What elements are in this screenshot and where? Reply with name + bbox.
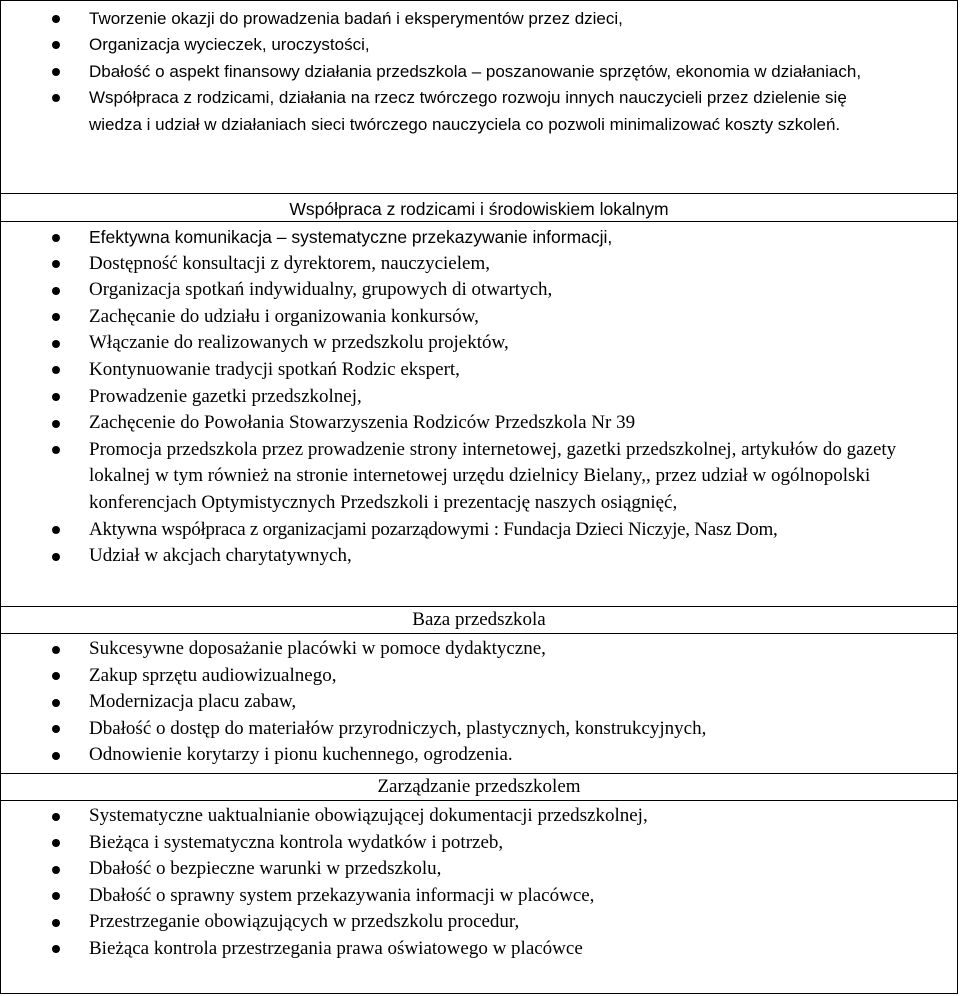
list-item-text: Organizacja wycieczek, uroczystości, — [89, 35, 370, 55]
bullet-icon — [52, 393, 60, 401]
bullet-icon — [52, 699, 60, 707]
cell-divider — [0, 800, 958, 801]
bullet-icon — [52, 287, 60, 295]
bullet-icon — [52, 68, 60, 76]
list-item — [0, 716, 958, 743]
bullet-icon — [52, 945, 60, 953]
bullet-icon — [52, 646, 60, 654]
bullet-icon — [52, 866, 60, 874]
list-item-text: Systematyczne uaktualnianie obowiązującej dokumentacji przedszkolnej, — [89, 805, 648, 826]
bullet-icon — [52, 892, 60, 900]
list-item-text: Bieżąca kontrola przestrzegania prawa oświatowego w placówce — [89, 937, 583, 959]
list-item — [0, 384, 958, 411]
list-item-text: Bieżąca i systematyczna kontrola wydatków i potrzeb, — [89, 831, 504, 853]
bullet-icon — [52, 340, 60, 348]
list-item — [0, 32, 958, 58]
list-item — [0, 663, 958, 690]
list-item — [0, 689, 958, 716]
bullet-icon — [52, 813, 60, 821]
cell-divider — [0, 221, 958, 222]
bullet-icon — [52, 94, 60, 102]
bullet-icon — [52, 725, 60, 733]
bullet-icon — [52, 553, 60, 561]
list-item-text: Dostępność konsultacji z dyrektorem, nauczycielem, — [89, 252, 490, 274]
list-item — [0, 330, 958, 357]
list-item-text: Dbałość o sprawny system przekazywania informacji w placówce, — [89, 884, 595, 906]
list-item-text: Sukcesywne doposażanie placówki w pomoce dydaktyczne, — [89, 638, 546, 659]
section-management — [0, 803, 958, 963]
list-item-text: Dbałość o aspekt finansowy działania przedszkola – poszanowanie sprzętów, ekonomia w działaniach, — [89, 61, 862, 81]
list-item-text: Współpraca z rodzicami, działania na rzecz twórczego rozwoju innych nauczycieli przez dzielenie się wiedza i udział w działaniach sieci twórczego nauczyciela co pozwoli minimalizować koszty szkoleń. — [89, 88, 847, 134]
bullet-icon — [52, 839, 60, 847]
list-item-text: Dbałość o dostęp do materiałów przyrodniczych, plastycznych, konstrukcyjnych, — [89, 717, 707, 739]
bullet-icon — [52, 526, 60, 534]
list-item-text: Dbałość o bezpieczne warunki w przedszkolu, — [89, 858, 442, 880]
list-item-text: Odnowienie korytarzy i pionu kuchennego, ogrodzenia. — [89, 744, 513, 766]
section-base — [0, 636, 958, 769]
list-item — [0, 277, 958, 304]
list-item — [0, 856, 958, 883]
list-item — [0, 830, 958, 857]
list-item — [0, 410, 958, 437]
list-item — [0, 803, 958, 830]
list-item — [0, 883, 958, 910]
cell-divider — [0, 606, 958, 607]
list-item — [0, 59, 958, 85]
list-item-text: Przestrzeganie obowiązujących w przedszkolu procedur, — [89, 911, 520, 933]
section-community — [0, 224, 958, 570]
bullet-icon — [52, 260, 60, 268]
list-item — [0, 357, 958, 384]
list-item — [0, 6, 958, 32]
bullet-icon — [52, 41, 60, 49]
list-item-text: Kontynuowanie tradycji spotkań Rodzic ekspert, — [89, 358, 460, 380]
list-item — [0, 437, 958, 517]
cell-divider — [0, 193, 958, 194]
list-item-text: Udział w akcjach charytatywnych, — [89, 545, 352, 567]
bullet-icon — [52, 366, 60, 374]
section-intro — [0, 6, 958, 138]
list-item-text: Efektywna komunikacja – systematyczne przekazywanie informacji, — [89, 227, 613, 247]
section-heading-base: Baza przedszkola — [412, 609, 546, 630]
bullet-icon — [52, 313, 60, 321]
list-item — [0, 85, 958, 138]
list-item-text: Włączanie do realizowanych w przedszkolu projektów, — [89, 332, 509, 354]
list-item — [0, 909, 958, 936]
bullet-icon — [52, 420, 60, 428]
bullet-icon — [52, 752, 60, 760]
cell-divider — [0, 633, 958, 634]
list-item-text: Promocja przedszkola przez prowadzenie strony internetowej, gazetki przedszkolnej, artykułów do gazety lokalnej w tym również na stronie internetowej urzędu dzielnicy Bielany,, przez udział w ogólnopolski konferencjach Optymistycznych Przedszkoli i prezentację naszych osiągnięć, — [89, 438, 897, 513]
list-item — [0, 304, 958, 331]
bullet-icon — [52, 15, 60, 23]
section-heading-community: Współpraca z rodzicami i środowiskiem lokalnym — [289, 199, 669, 219]
list-item-text: Tworzenie okazji do prowadzenia badań i eksperymentów przez dzieci, — [89, 9, 623, 28]
list-item-text: Zachęcenie do Powołania Stowarzyszenia Rodziców Przedszkola Nr 39 — [89, 412, 636, 434]
list-item — [0, 636, 958, 663]
bullet-icon — [52, 446, 60, 454]
list-item-text: Organizacja spotkań indywidualny, grupowych di otwartych, — [89, 279, 553, 301]
list-item — [0, 742, 958, 769]
bullet-icon — [52, 234, 60, 242]
list-item — [0, 224, 958, 251]
list-item — [0, 251, 958, 278]
list-item-text: Modernizacja placu zabaw, — [89, 691, 297, 713]
list-item — [0, 543, 958, 570]
list-item — [0, 517, 958, 544]
list-item — [0, 936, 958, 963]
section-heading-management: Zarządzanie przedszkolem — [377, 776, 581, 797]
list-item-text: Zakup sprzętu audiowizualnego, — [89, 664, 337, 686]
list-item-text: Prowadzenie gazetki przedszkolnej, — [89, 385, 362, 407]
bullet-icon — [52, 919, 60, 927]
bullet-icon — [52, 672, 60, 680]
cell-divider — [0, 773, 958, 774]
list-item-text: Zachęcanie do udziału i organizowania konkursów, — [89, 305, 479, 327]
list-item-text: Aktywna współpraca z organizacjami pozarządowymi : Fundacja Dzieci Niczyje, Nasz Dom, — [89, 518, 778, 540]
